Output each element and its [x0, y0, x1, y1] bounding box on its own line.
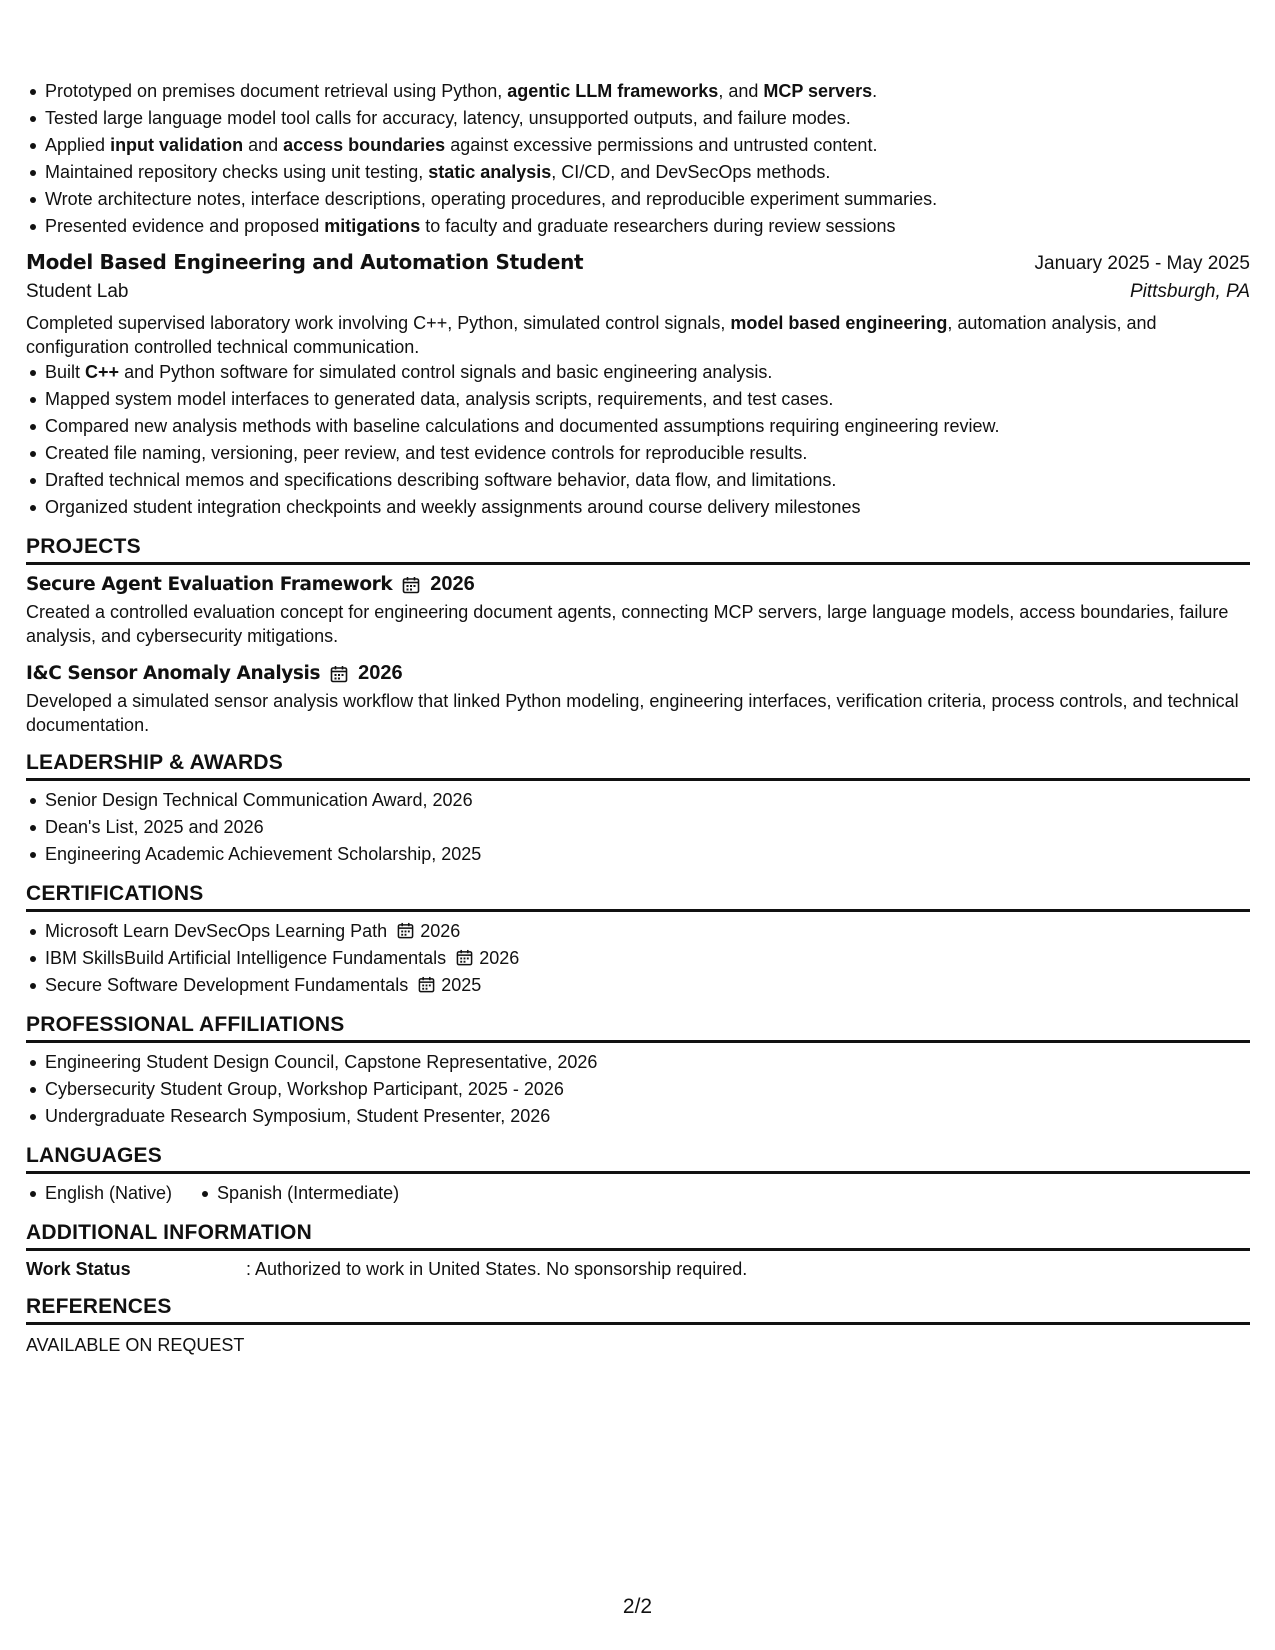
- list-item: Mapped system model interfaces to generated data, analysis scripts, requirements, and test cases.: [26, 386, 1250, 413]
- list-item: Organized student integration checkpoints and weekly assignments around course delivery milestones: [26, 494, 1250, 521]
- project-name: I&C Sensor Anomaly Analysis: [26, 663, 321, 684]
- list-item: Built C++ and Python software for simulated control signals and basic engineering analysis.: [26, 359, 1250, 386]
- certification-name: Secure Software Development Fundamentals: [45, 975, 409, 995]
- language-item: English (Native): [26, 1180, 172, 1207]
- list-item: Applied input validation and access boundaries against excessive permissions and untrusted content.: [26, 132, 1250, 159]
- section-title-references: REFERENCES: [26, 1295, 1250, 1325]
- job-title: Model Based Engineering and Automation Student: [26, 250, 584, 274]
- calendar-icon: [330, 665, 348, 683]
- list-item: Engineering Academic Achievement Scholarship, 2025: [26, 841, 1250, 868]
- work-status-value: : Authorized to work in United States. No sponsorship required.: [246, 1259, 748, 1279]
- calendar-icon: [456, 949, 473, 966]
- list-item: Drafted technical memos and specifications describing software behavior, data flow, and limitations.: [26, 467, 1250, 494]
- list-item: Engineering Student Design Council, Capstone Representative, 2026: [26, 1049, 1250, 1076]
- work-status-row: [26, 1257, 1250, 1281]
- list-item: Senior Design Technical Communication Award, 2026: [26, 787, 1250, 814]
- section-title-additional: ADDITIONAL INFORMATION: [26, 1221, 1250, 1251]
- language-item: Spanish (Intermediate): [198, 1180, 399, 1207]
- list-item: Compared new analysis methods with baseline calculations and documented assumptions requiring engineering review.: [26, 413, 1250, 440]
- section-title-projects: PROJECTS: [26, 535, 1250, 565]
- work-status-label: Work Status: [26, 1259, 131, 1279]
- affiliations-section: [26, 1013, 1250, 1130]
- section-title-affiliations: PROFESSIONAL AFFILIATIONS: [26, 1013, 1250, 1043]
- list-item: Cybersecurity Student Group, Workshop Participant, 2025 - 2026: [26, 1076, 1250, 1103]
- calendar-icon: [418, 976, 435, 993]
- previous-role-bullets: [26, 78, 1250, 240]
- job-summary: Completed supervised laboratory work involving C++, Python, simulated control signals, model based engineering, automation analysis, and configuration controlled technical communication.: [26, 313, 1157, 357]
- list-item: Maintained repository checks using unit testing, static analysis, CI/CD, and DevSecOps methods.: [26, 159, 1250, 186]
- list-item: Created file naming, versioning, peer review, and test evidence controls for reproducible results.: [26, 440, 1250, 467]
- project-item: [26, 662, 1250, 737]
- affiliations-list: [26, 1049, 1250, 1130]
- list-item: Presented evidence and proposed mitigations to faculty and graduate researchers during review sessions: [26, 213, 1250, 240]
- references-text: AVAILABLE ON REQUEST: [26, 1335, 245, 1355]
- list-item: Tested large language model tool calls for accuracy, latency, unsupported outputs, and failure modes.: [26, 105, 1250, 132]
- job-bullets: [26, 359, 1250, 521]
- section-title-certifications: CERTIFICATIONS: [26, 882, 1250, 912]
- page-number: 2/2: [622, 1595, 653, 1618]
- project-item: [26, 573, 1250, 648]
- section-title-leadership: LEADERSHIP & AWARDS: [26, 751, 1250, 781]
- certifications-section: [26, 882, 1250, 999]
- list-item: Prototyped on premises document retrieval using Python, agentic LLM frameworks, and MCP servers.: [26, 78, 1250, 105]
- section-title-languages: LANGUAGES: [26, 1144, 1250, 1174]
- certification-year: 2025: [441, 975, 482, 995]
- resume-page: [26, 78, 1250, 1357]
- project-name: Secure Agent Evaluation Framework: [26, 574, 393, 595]
- project-description: Created a controlled evaluation concept for engineering document agents, connecting MCP servers, large language models, access boundaries, failure analysis, and cybersecurity mitigations.: [26, 602, 1229, 646]
- job-dates: January 2025 - May 2025: [1034, 253, 1250, 274]
- certification-name: Microsoft Learn DevSecOps Learning Path: [45, 921, 388, 941]
- job-location: Pittsburgh, PA: [1129, 281, 1250, 302]
- leadership-list: [26, 787, 1250, 868]
- leadership-section: [26, 751, 1250, 868]
- project-year: 2026: [358, 662, 403, 684]
- certifications-list: [26, 918, 1250, 999]
- certification-year: 2026: [420, 921, 461, 941]
- certification-year: 2026: [479, 948, 520, 968]
- job-organization: Student Lab: [26, 281, 129, 302]
- list-item: Undergraduate Research Symposium, Student Presenter, 2026: [26, 1103, 1250, 1130]
- certification-name: IBM SkillsBuild Artificial Intelligence Fundamentals: [45, 948, 447, 968]
- project-year: 2026: [430, 573, 475, 595]
- languages-list: [26, 1180, 1250, 1207]
- languages-section: [26, 1144, 1250, 1207]
- projects-section: [26, 535, 1250, 737]
- calendar-icon: [402, 576, 420, 594]
- list-item: Wrote architecture notes, interface descriptions, operating procedures, and reproducible experiment summaries.: [26, 186, 1250, 213]
- job-entry: [26, 250, 1250, 521]
- additional-section: [26, 1221, 1250, 1281]
- calendar-icon: [397, 922, 414, 939]
- certification-item: [26, 972, 1250, 999]
- list-item: Dean's List, 2025 and 2026: [26, 814, 1250, 841]
- certification-item: [26, 918, 1250, 945]
- project-description: Developed a simulated sensor analysis workflow that linked Python modeling, engineering interfaces, verification criteria, process controls, and technical documentation.: [26, 691, 1239, 735]
- certification-item: [26, 945, 1250, 972]
- references-section: [26, 1295, 1250, 1357]
